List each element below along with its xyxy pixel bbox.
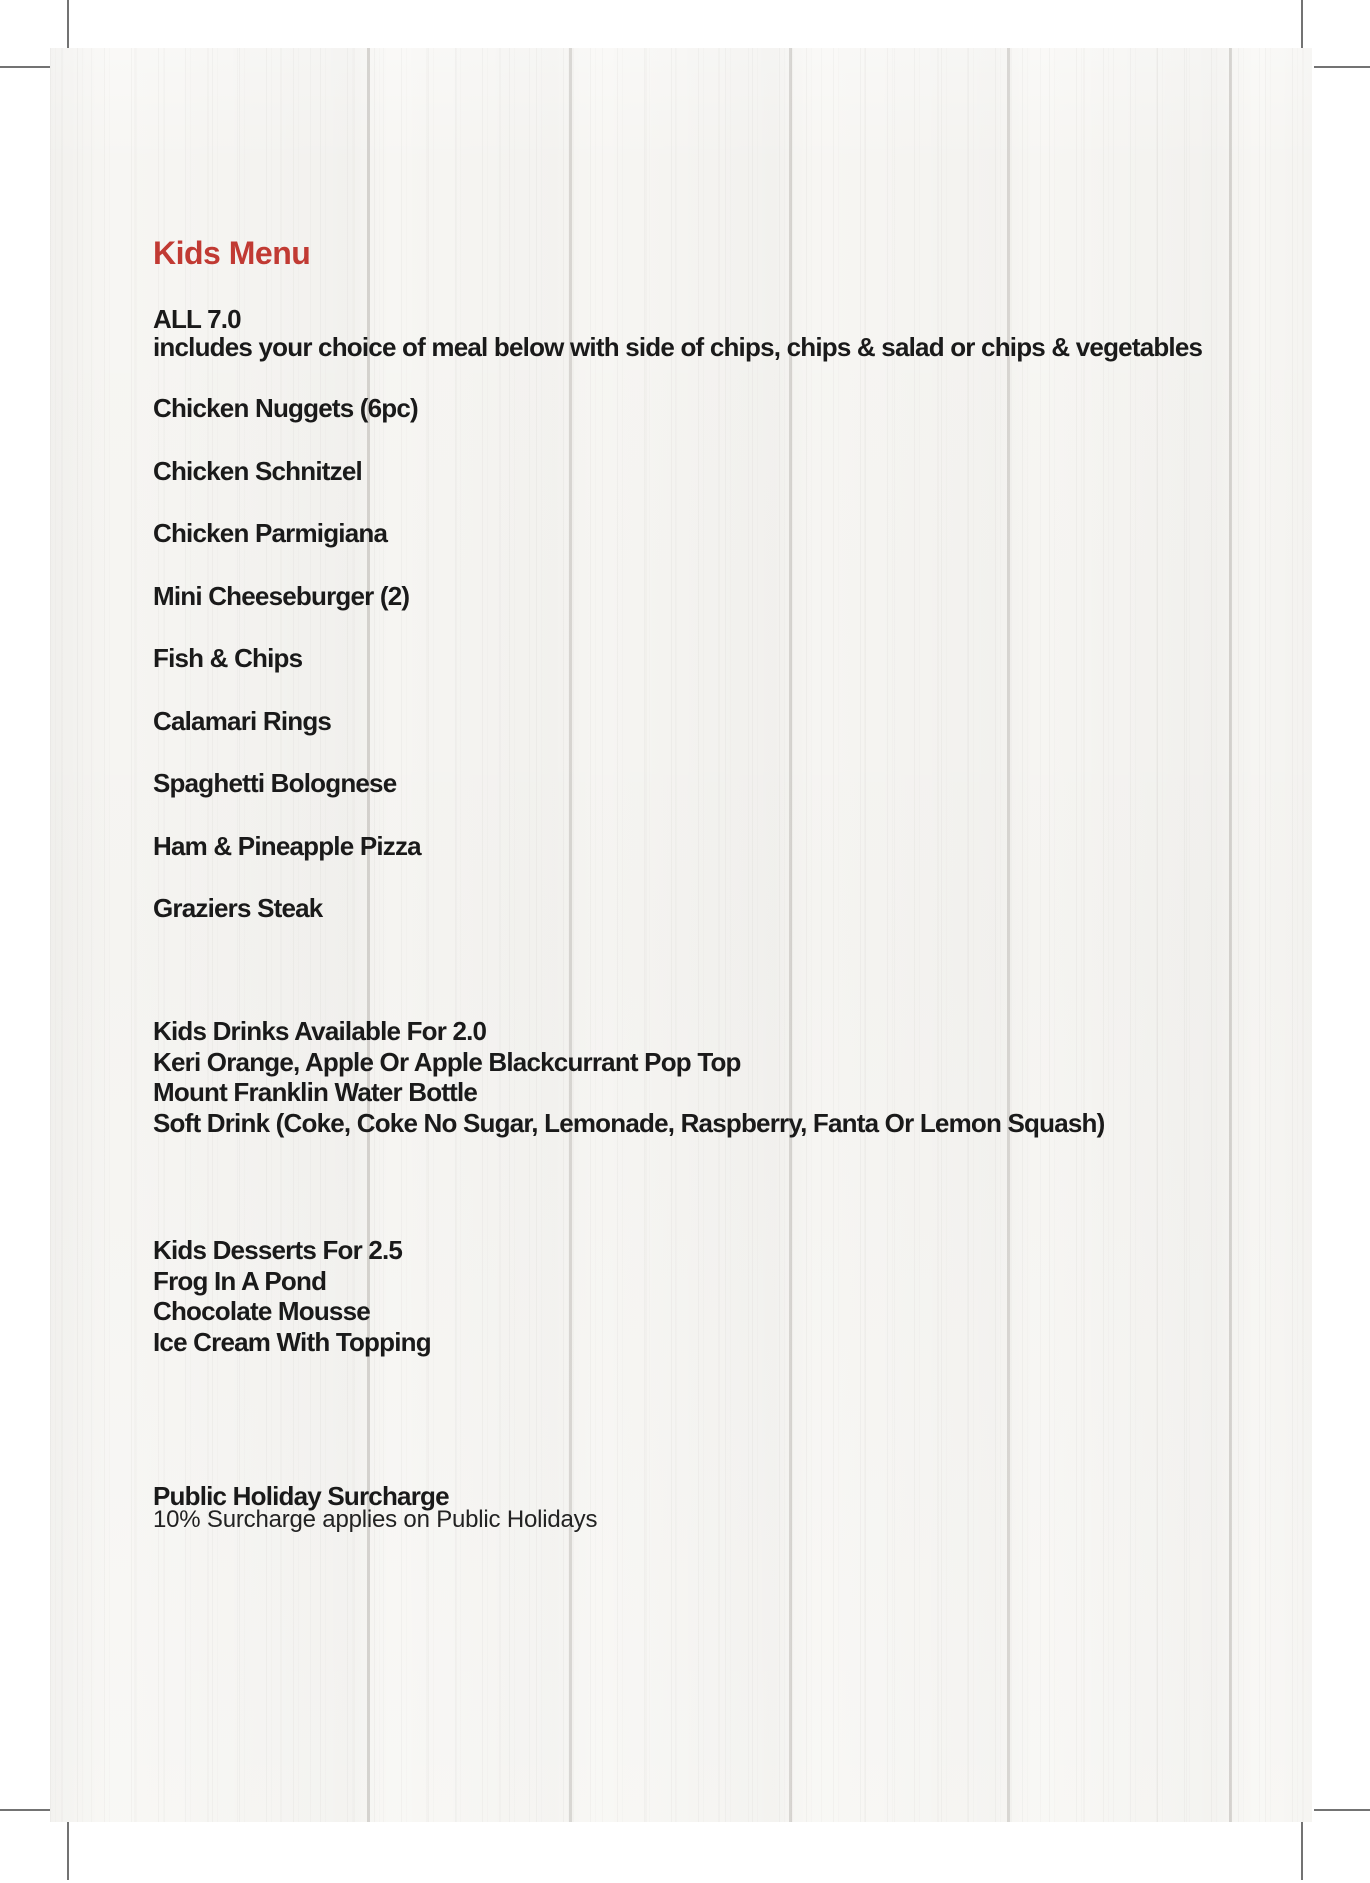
- crop-mark-top-left-horizontal: [0, 66, 56, 68]
- crop-mark-bottom-right-horizontal: [1314, 1809, 1370, 1811]
- kids-drinks-header: Kids Drinks Available For 2.0: [153, 1016, 487, 1046]
- menu-item: Graziers Steak: [153, 893, 323, 923]
- kids-drinks-block: [153, 1016, 1104, 1138]
- kids-drinks-line: Mount Franklin Water Bottle: [153, 1077, 478, 1107]
- menu-page: [50, 48, 1312, 1822]
- menu-item: Chicken Parmigiana: [153, 518, 388, 548]
- menu-item: Ham & Pineapple Pizza: [153, 830, 421, 861]
- kids-desserts-header: Kids Desserts For 2.5: [153, 1235, 403, 1265]
- menu-item: Spaghetti Bolognese: [153, 768, 397, 798]
- kids-drinks-line: Keri Orange, Apple Or Apple Blackcurrant Pop Top: [153, 1046, 741, 1077]
- menu-item: Calamari Rings: [153, 705, 332, 736]
- crop-mark-bottom-right-vertical: [1301, 1822, 1303, 1880]
- surcharge-header: Public Holiday Surcharge: [153, 1481, 449, 1511]
- kids-desserts-line: Frog In A Pond: [153, 1265, 327, 1296]
- kids-desserts-block: [153, 1235, 431, 1357]
- includes-line: includes your choice of meal below with side of chips, chips & salad or chips & vegetables: [153, 332, 1203, 362]
- menu-item: Chicken Schnitzel: [153, 455, 362, 486]
- kids-desserts-line: Chocolate Mousse: [153, 1296, 370, 1326]
- menu-items-list: [153, 395, 421, 958]
- crop-mark-bottom-left-horizontal: [0, 1809, 56, 1811]
- page-title: Kids Menu: [153, 235, 311, 271]
- crop-mark-bottom-left-vertical: [67, 1822, 69, 1880]
- crop-mark-top-right-vertical: [1301, 0, 1303, 53]
- crop-mark-top-left-vertical: [67, 0, 69, 53]
- surcharge-note: 10% Surcharge applies on Public Holidays: [153, 1506, 598, 1533]
- kids-desserts-line: Ice Cream With Topping: [153, 1326, 431, 1357]
- menu-item: Mini Cheeseburger (2): [153, 580, 410, 611]
- crop-mark-top-right-horizontal: [1314, 66, 1370, 68]
- menu-item: Chicken Nuggets (6pc): [153, 393, 418, 423]
- kids-drinks-line: Soft Drink (Coke, Coke No Sugar, Lemonade, Raspberry, Fanta Or Lemon Squash): [153, 1107, 1105, 1138]
- menu-item: Fish & Chips: [153, 643, 303, 673]
- price-line: ALL 7.0: [153, 304, 241, 334]
- intro-block: [153, 305, 1202, 361]
